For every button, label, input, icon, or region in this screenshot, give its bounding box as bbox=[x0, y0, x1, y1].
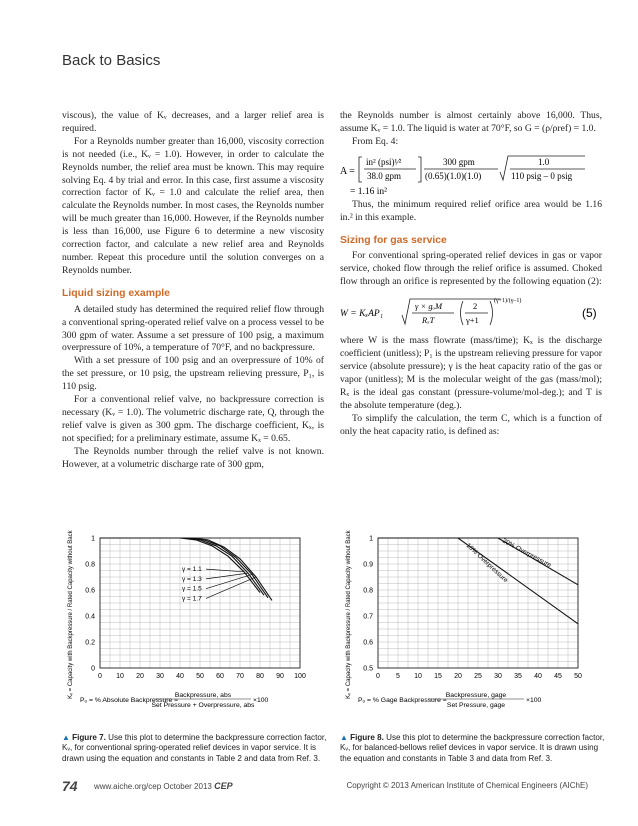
x-axis-label: Pₒ = % Gage Backpressure = bbox=[358, 697, 447, 704]
x-axis-label: Pₒ = % Absolute Backpressure = bbox=[80, 697, 179, 704]
x-tick-label: 10 bbox=[414, 673, 422, 680]
y-tick-label: 0.5 bbox=[363, 665, 373, 673]
y-tick-label: 1 bbox=[91, 535, 95, 543]
footer-url-text: www.aiche.org/cep October 2013 bbox=[94, 782, 212, 791]
triangle-icon: ▲ bbox=[340, 733, 348, 742]
eq5-lhs: W = KₓAP₁ bbox=[340, 309, 384, 320]
x-axis-label: Set Pressure, gage bbox=[446, 702, 506, 709]
footer-url[interactable] bbox=[94, 781, 233, 791]
eq-frac1-den: 38.0 gpm bbox=[367, 170, 402, 181]
eq5-paren-den: γ+1 bbox=[466, 315, 479, 326]
x-tick-label: 40 bbox=[534, 673, 542, 680]
figure-8-caption bbox=[340, 733, 605, 764]
caption-text: Use this plot to determine the backpressure correction factor, Kᵥ, for conventional spring-operated relief devices in vapor service. It is drawn using the equation and constants in Table 2 and data from Ref. 3. bbox=[62, 733, 327, 763]
paragraph: For conventional spring-operated relief devices in gas or vapor service, choked flow through the relief orifice is assumed. Choked flow through an orifice is represented by the following equation (2): bbox=[340, 250, 602, 288]
x-tick-label: 100 bbox=[294, 673, 306, 680]
series-annotation: γ = 1.5 bbox=[182, 585, 202, 593]
x-axis-label: Backpressure, abs bbox=[174, 692, 232, 699]
figure-7 bbox=[62, 530, 324, 735]
eq-a: A = bbox=[340, 165, 355, 177]
x-tick-label: 60 bbox=[216, 673, 224, 680]
paragraph: the Reynolds number is almost certainly above 16,000. Thus, assume Kᵥ = 1.0. The liquid is water at 70°F, so G = (ρ/ρref) = 1.0. bbox=[340, 110, 602, 134]
y-tick-label: 1 bbox=[369, 535, 373, 543]
x-axis-label: ×100 bbox=[526, 697, 542, 704]
eq-result: = 1.16 in² bbox=[350, 186, 387, 196]
x-tick-label: 0 bbox=[98, 673, 102, 680]
x-axis-label: Set Pressure + Overpressure, abs bbox=[151, 702, 255, 709]
series-annotation: γ = 1.3 bbox=[182, 575, 202, 583]
figure-8 bbox=[340, 530, 602, 735]
y-tick-label: 0.4 bbox=[85, 613, 95, 621]
x-tick-label: 40 bbox=[176, 673, 184, 680]
equation-5-svg bbox=[340, 293, 602, 331]
caption-text: Use this plot to determine the backpressure correction factor, Kᵥ, for balanced-bellows relief devices in vapor service. It is drawn using the equation and constants in Table 3 and data from Ref. 3. bbox=[340, 733, 605, 763]
x-tick-label: 0 bbox=[376, 673, 380, 680]
eq-frac2-num: 300 gpm bbox=[443, 156, 475, 167]
x-tick-label: 50 bbox=[574, 673, 582, 680]
paragraph: To simplify the calculation, the term C, which is a function of only the heat capacity ratio, is defined as: bbox=[340, 412, 602, 437]
y-tick-label: 0.2 bbox=[85, 639, 95, 647]
y-tick-label: 0.8 bbox=[363, 587, 373, 595]
x-tick-label: 30 bbox=[494, 673, 502, 680]
series-annotation: γ = 1.1 bbox=[182, 566, 202, 574]
eq5-number: (5) bbox=[582, 306, 597, 321]
paragraph: For a conventional relief valve, no backpressure correction is necessary (Kᵥ = 1.0). The volumetric discharge rate, Q, through the relief valve is given as 300 gpm. The discharge coefficient, Kₓ, is not specified; for a preliminary estimate, assume Kₓ = 0.65. bbox=[62, 394, 324, 444]
paragraph: where W is the mass flowrate (mass/time); Kₓ is the discharge coefficient (unitless); P₁ is the upstream relieving pressure for vapor service (absolute pressure); γ is the heat capacity ratio of the gas or vapor (unitless); M is the molecular weight of the gas (mass/mol); Rₓ is the ideal gas constant (pressure-volume/mol-deg.); and T is the absolute temperature (deg.). bbox=[340, 335, 602, 411]
paragraph: From Eq. 4: bbox=[352, 135, 399, 147]
figure-7-chart bbox=[62, 530, 324, 730]
y-axis-label: Kᵥ = Capacity with Backpressure / Rated Capacity without Backpressure bbox=[346, 530, 352, 699]
x-tick-label: 45 bbox=[554, 673, 562, 680]
series-annotation: 10% Overpressure bbox=[464, 542, 510, 585]
x-tick-label: 35 bbox=[514, 673, 522, 680]
series-annotation: 20% Overpressure bbox=[501, 537, 553, 570]
x-tick-label: 5 bbox=[396, 673, 400, 680]
x-tick-label: 30 bbox=[156, 673, 164, 680]
equation-5 bbox=[340, 293, 602, 331]
eq-sqrt-den: 110 psig – 0 psig bbox=[511, 170, 573, 181]
paragraph: With a set pressure of 100 psig and an overpressure of 10% of the set pressure, or 10 psig, the upstream relieving pressure, P₁, is 110 psig. bbox=[62, 355, 324, 393]
x-tick-label: 20 bbox=[136, 673, 144, 680]
y-axis-label: Kᵥ = Capacity with Backpressure / Rated Capacity without Backpressure bbox=[68, 530, 74, 699]
right-column bbox=[340, 110, 602, 438]
series-annotation: γ = 1.7 bbox=[182, 595, 202, 603]
paragraph: A detailed study has determined the required relief flow through a conventional spring-operated relief valve on a process vessel to be 300 gpm of water. Assume a set pressure of 100 psig, a maximum overpressure of 10%, a temperature of 70°F, and no backpressure. bbox=[62, 303, 324, 354]
equation-area bbox=[340, 152, 602, 196]
figure-label: Figure 7. bbox=[72, 733, 106, 742]
eq-sqrt-num: 1.0 bbox=[538, 156, 550, 167]
eq5-frac-den: RₓT bbox=[422, 315, 435, 326]
figure-7-caption bbox=[62, 733, 327, 764]
x-tick-label: 80 bbox=[256, 673, 264, 680]
left-column bbox=[62, 110, 324, 471]
x-axis-label: ×100 bbox=[253, 697, 269, 704]
eq-frac2-den: (0.65)(1.0)(1.0) bbox=[425, 170, 482, 181]
eq5-paren-num: 2 bbox=[473, 301, 478, 312]
eq5-exponent: (γ+1)/(γ–1) bbox=[494, 298, 522, 305]
paragraph: For a Reynolds number greater than 16,000, viscosity correction is not needed (i.e., Kᵥ = 1.0). However, in order to calculate the Reynolds number, the relief area must be known. This may require solving Eq. 4 by trial and error. In this case, first assume a viscosity correction factor of Kᵥ = 1.0 and calculate the relief area, then calculate the Reynolds number. In most cases, the Reynolds number will be much greater than 16,000. However, if the Reynolds number is less than 16,000, use Figure 6 to determine a new viscosity correction factor, and calculate a new relief area and Reynolds number. Repeat this procedure until the solution converges on a Reynolds number. bbox=[62, 135, 324, 276]
eq-frac1-num: in² (psi)¹⁄² bbox=[366, 156, 402, 167]
x-tick-label: 10 bbox=[116, 673, 124, 680]
y-tick-label: 0.8 bbox=[85, 561, 95, 569]
x-axis-label: Backpressure, gage bbox=[445, 692, 507, 699]
x-tick-label: 20 bbox=[454, 673, 462, 680]
cep-logo: CEP bbox=[214, 781, 233, 791]
section-title: Back to Basics bbox=[62, 52, 161, 69]
copyright: Copyright © 2013 American Institute of Chemical Engineers (AIChE) bbox=[346, 781, 588, 790]
x-tick-label: 15 bbox=[434, 673, 442, 680]
paragraph: The Reynolds number through the relief valve is not known. However, at a volumetric discharge rate of 300 gpm, bbox=[62, 445, 324, 470]
triangle-icon: ▲ bbox=[62, 733, 70, 742]
subheading: Sizing for gas service bbox=[340, 234, 447, 246]
figure-label: Figure 8. bbox=[350, 733, 384, 742]
x-tick-label: 25 bbox=[474, 673, 482, 680]
equation-4-svg bbox=[340, 152, 602, 196]
paragraph: Thus, the minimum required relief orifice area would be 1.16 in.² in this example. bbox=[340, 198, 602, 223]
y-tick-label: 0.6 bbox=[85, 587, 95, 595]
eq5-frac-num: γ × gₒM bbox=[415, 301, 443, 312]
figure-8-chart bbox=[340, 530, 602, 730]
paragraph: viscous), the value of Kᵥ decreases, and a larger relief area is required. bbox=[62, 110, 324, 134]
y-tick-label: 0 bbox=[91, 665, 95, 673]
annotation-leader bbox=[206, 573, 248, 579]
subheading: Liquid sizing example bbox=[62, 287, 170, 299]
y-tick-label: 0.9 bbox=[363, 561, 373, 569]
x-tick-label: 90 bbox=[276, 673, 284, 680]
y-tick-label: 0.6 bbox=[363, 639, 373, 647]
page-number: 74 bbox=[62, 778, 78, 794]
y-tick-label: 0.7 bbox=[363, 613, 373, 621]
x-tick-label: 50 bbox=[196, 673, 204, 680]
x-tick-label: 70 bbox=[236, 673, 244, 680]
annotation-leader bbox=[206, 577, 256, 598]
